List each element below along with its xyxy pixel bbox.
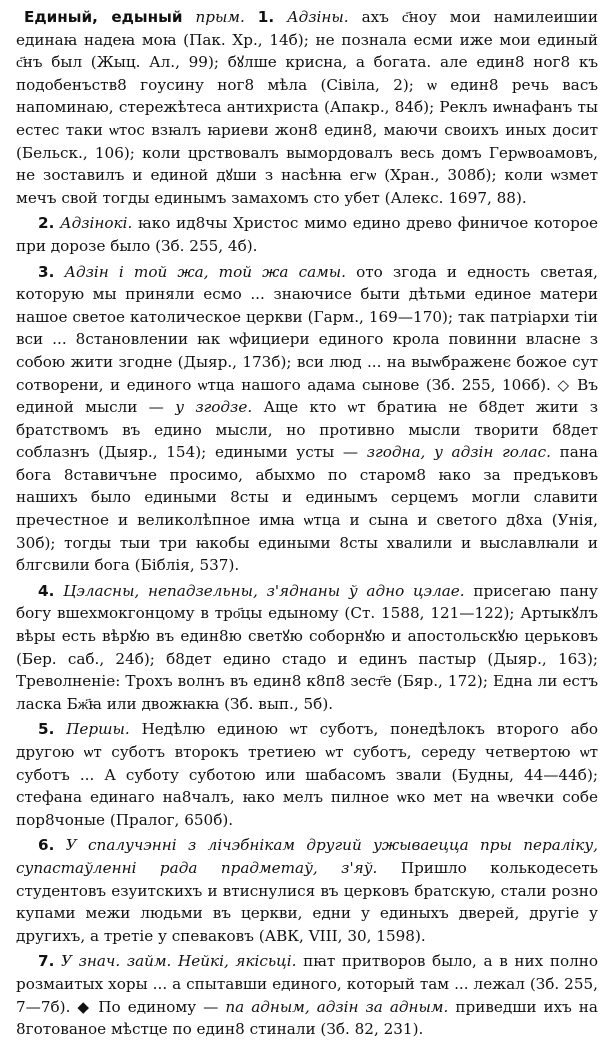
dash: — (334, 443, 367, 462)
phrase-marker-icon: ◇ (550, 375, 578, 394)
sense-6 (16, 834, 598, 947)
sense-1 (16, 6, 598, 209)
headword: Единый, едыный (24, 8, 183, 26)
sense-gloss: Цэласны, непадзельны, з'яднаны ў адно цэлае. (63, 581, 465, 600)
dash: — (137, 398, 176, 417)
dash: — (196, 997, 226, 1016)
phrase-gloss: па адным, адзін за адным. (225, 997, 449, 1016)
sense-2 (16, 212, 598, 257)
sense-number: 4. (38, 581, 55, 600)
sense-gloss: Адзін і той жа, той жа самы. (64, 262, 346, 281)
sense-text: пꙗт притворов было, а в них полно розмаитых хоры ... а спытавши единого, который там ... лежал (Зб. 255, 7—7б). (16, 952, 598, 1016)
sense-text: ꙗко ид8чы Христос мимо едино древо финичое которое при дорозе было (Зб. 255, 4б). (16, 214, 598, 255)
sense-3 (16, 261, 598, 577)
sense-number: 3. (38, 262, 55, 281)
sense-number: 2. (38, 214, 55, 233)
phrase-marker-icon: ◆ (70, 997, 99, 1016)
sense-text: Недѣлю единою ѡт суботъ, понедѣлокъ второго або другою ѡт суботъ второкъ третиею ѡт суботъ, середу четвертою ѡт суботъ ... А суботу суботою или шабасомъ звали (Будны, 44—44б); стефана единаго на8чалъ, ꙗко мелъ пилное ѡко мет на ѡвечки собе пор8чоные (Пралог, 650б). (16, 720, 598, 829)
phrase-gloss: у згодзе. (175, 398, 253, 417)
sense-text: ото згода и едность светая, которую мы приняли есмо ... знаючисе быти дѣтьми единое матери нашое светое католическое церкви (Гарм., 169—170); так патріархи тіи вси ... 8становлении ꙗк ѡфициери единого крола повинни власне з собою жити згодне (Дыяр., 173б); вси люд ... на выѡбраженє божое сут сотворени, и единого ѡтца нашого адама сынове (Зб. 255, 106б). (16, 262, 599, 394)
sense-number: 5. (38, 720, 55, 739)
sense-text: присегаю пану богу вшехмокгонцому в тро҃цы едыному (Ст. 1588, 121—122); Артыкꙋлъ вѣры есть вѣрꙋю въ един8ю светꙋю соборнꙋю и апостольскꙋю церьковъ (Бер. саб., 24б); б8дет едино стадо и единъ пастыр (Дыяр., 163); Треволненіе: Трохъ волнъ въ един8 к8п8 зест҃е (Бяр., 172); Една ли естъ ласка Бж҃ꙗ или двожꙗкꙗ (Зб. вып., 5б). (16, 581, 598, 713)
phrase: По единому (98, 997, 197, 1016)
sense-gloss: У знач. займ. Нейкі, якісьці. (60, 952, 297, 971)
part-of-speech: прым. (195, 8, 245, 26)
sense-number: 7. (38, 952, 55, 971)
sense-gloss: Першы. (66, 720, 130, 739)
sense-5 (16, 718, 598, 831)
sense-number: 1. (257, 8, 275, 26)
sense-gloss: Адзінокі. (60, 214, 133, 233)
sense-7 (16, 950, 598, 1040)
sense-text: пана бога 8ставичъне просимо, абыхмо по старом8 ꙗко за предъковъ нашихъ было едиными 8сты и единымъ серцемъ могли славити пречестное и великолѣпное имꙗ ѡтца и сына и светого д8ха (Унія, 30б); тогды тыи три ꙗкобы едиными 8сты хвалили и выславлꙗли и блгсвили бога (Біблія, 537). (16, 443, 598, 575)
sense-gloss: У спалучэнні з лічэбнікам другий ужываецца пры пералiку, супастаўленні рада прадметаў, з'яў. (16, 836, 598, 877)
sense-text: приведши ихъ на 8готованое мѣстце по един8 стинали (Зб. 82, 231). (16, 997, 598, 1039)
phrase: Въ единой мысли (16, 375, 598, 417)
sense-text: ахъ с҃ноу мои намилеишии единаꙗ надеꙗ моꙗ (Пак. Хр., 14б); не познала есми иже мои единый с҃нъ был (Жыц. Ал., 99); бꙋлше крисна, а богата. але един8 ног8 къ подобенъств8 гоусину ног8 мѣла (Сівіла, 2); ѡ един8 речь васъ напоминаю, стережѣтеса антихриста (Апакр., 84б); Реклъ иѡнафанъ ты естес таки ѡтос взꙗлъ ꙗриеви жон8 един8, маючи своихъ иных досит (Бельск., 106); коли црствовалъ вымордовалъ весь домъ Герѡвоамовъ, не зоставилъ и единой дꙋши з насѣнꙗ егѡ (Хран., 308б); коли ѡзмет мечъ свой тогды единымъ замахомъ сто убет (Алекс. 1697, 88). (16, 8, 599, 207)
sense-text: Пришло колькодесеть студентовъ езуитскихъ и втиснулися въ церковъ братскую, стали розно купами межи людьми въ церкви, едни у единыхъ дверей, другіе у другихъ, а третіе у спеваковъ (АВК, VIII, 30, 1598). (16, 858, 598, 945)
sense-text: Аще кто ѡт братиꙗ не б8дет жити з братствомъ въ едино мысли, но противно мысли творити б8дет соблазнъ (Дыяр., 154); (16, 398, 599, 462)
sense-4 (16, 580, 598, 716)
sense-gloss: Адзіны. (287, 8, 349, 26)
phrase-gloss: згодна, у адзін голас. (366, 443, 551, 462)
phrase: едиными усты (214, 443, 335, 462)
sense-number: 6. (38, 836, 55, 855)
